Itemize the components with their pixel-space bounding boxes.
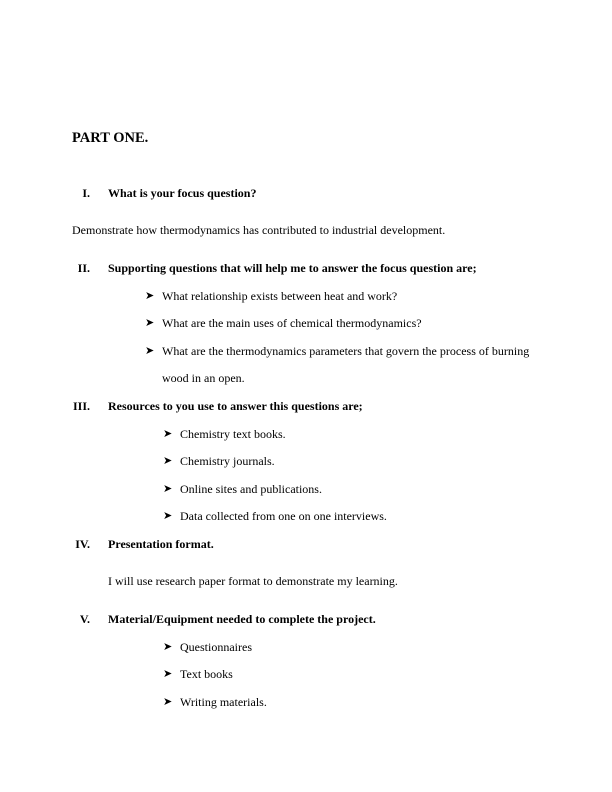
list-item: Questionnaires xyxy=(180,640,252,654)
list-item-continuation: wood in an open. xyxy=(162,371,245,385)
list-item: Chemistry journals. xyxy=(180,454,275,468)
arrowhead-bullet-icon: ➤ xyxy=(145,290,155,302)
arrowhead-bullet-icon: ➤ xyxy=(145,317,155,329)
arrowhead-bullet-icon: ➤ xyxy=(163,510,173,522)
section-4-heading: Presentation format. xyxy=(108,537,214,551)
list-item: What are the main uses of chemical thermodynamics? xyxy=(162,316,422,330)
arrowhead-bullet-icon: ➤ xyxy=(163,696,173,708)
list-item: Online sites and publications. xyxy=(180,482,322,496)
list-item: What are the thermodynamics parameters that govern the process of burning xyxy=(162,344,530,358)
section-1-numeral: I. xyxy=(82,186,90,200)
list-item: Text books xyxy=(180,667,233,681)
part-title: PART ONE. xyxy=(72,130,149,146)
arrowhead-bullet-icon: ➤ xyxy=(145,345,155,357)
section-1-heading: What is your focus question? xyxy=(108,186,257,200)
section-4-paragraph: I will use research paper format to demonstrate my learning. xyxy=(108,574,398,588)
arrowhead-bullet-icon: ➤ xyxy=(163,428,173,440)
arrowhead-bullet-icon: ➤ xyxy=(163,483,173,495)
section-3-heading: Resources to you use to answer this questions are; xyxy=(108,399,363,413)
list-item: Writing materials. xyxy=(180,695,267,709)
list-item: Data collected from one on one interviews. xyxy=(180,509,387,523)
arrowhead-bullet-icon: ➤ xyxy=(163,641,173,653)
section-4-numeral: IV. xyxy=(75,537,90,551)
section-5-numeral: V. xyxy=(79,612,90,626)
section-2-numeral: II. xyxy=(77,261,90,275)
section-1-paragraph: Demonstrate how thermodynamics has contributed to industrial development. xyxy=(72,223,446,237)
section-3-numeral: III. xyxy=(72,399,90,413)
section-5-heading: Material/Equipment needed to complete the project. xyxy=(108,612,376,626)
arrowhead-bullet-icon: ➤ xyxy=(163,668,173,680)
list-item: Chemistry text books. xyxy=(180,427,286,441)
list-item: What relationship exists between heat and work? xyxy=(162,289,398,303)
section-2-heading: Supporting questions that will help me to answer the focus question are; xyxy=(108,261,477,275)
arrowhead-bullet-icon: ➤ xyxy=(163,455,173,467)
